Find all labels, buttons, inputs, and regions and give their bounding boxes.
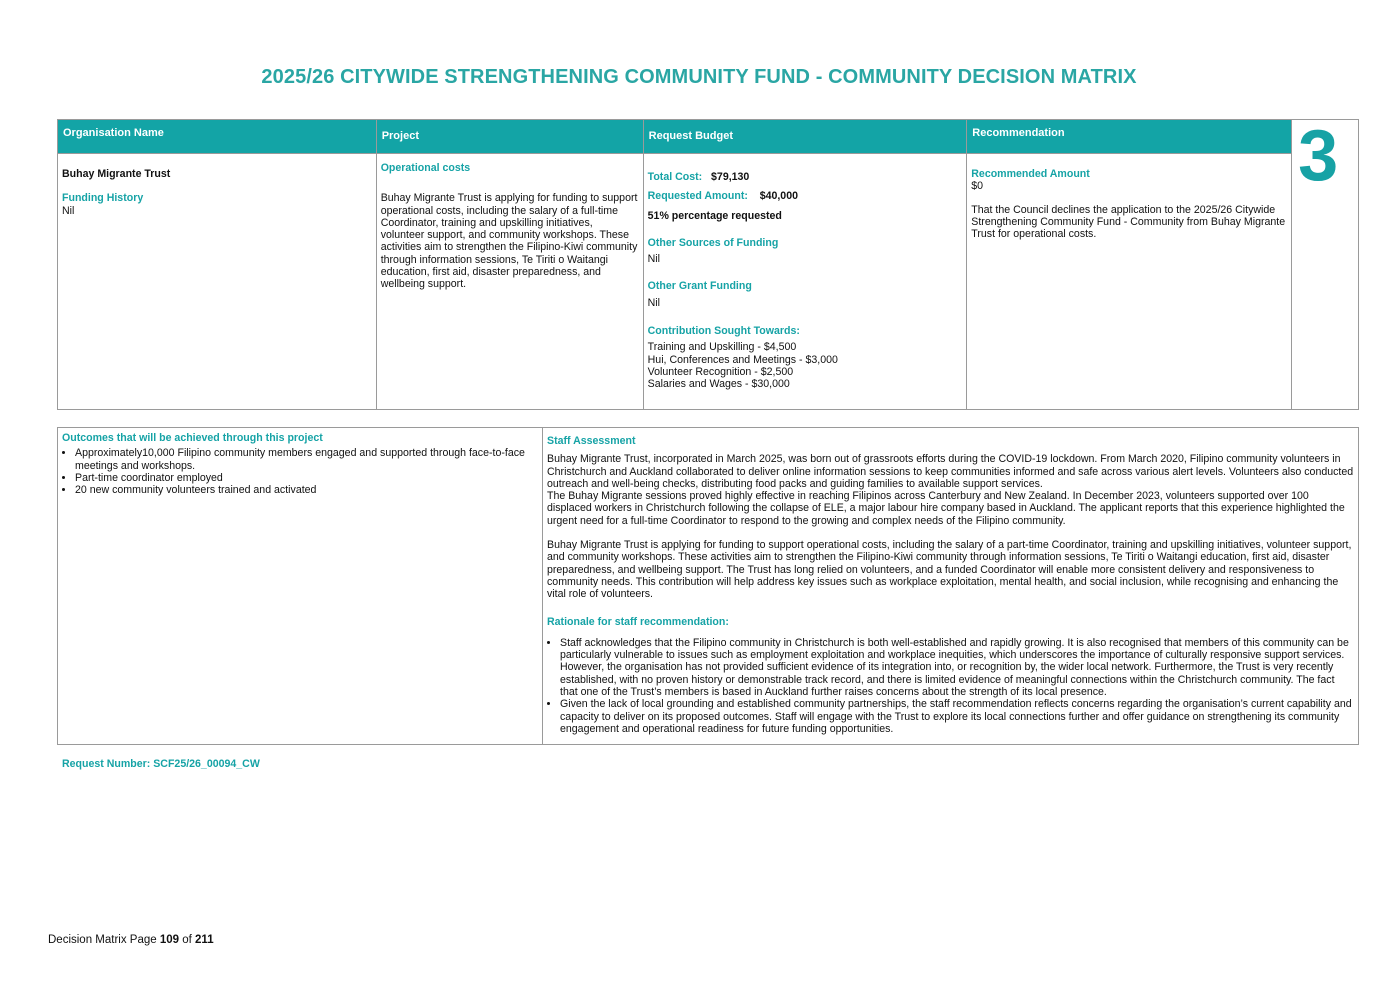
recommendation-text: That the Council declines the application to the 2025/26 Citywide Strengthening Community Fund - Community from Buhay Migrante Trust for operational costs. (971, 203, 1286, 241)
outcomes-list (62, 447, 538, 496)
contribution-item: Training and Upskilling - $4,500 (647, 341, 797, 354)
total-cost-value: $79,130 (711, 171, 750, 183)
recommendation-cell (967, 154, 1292, 410)
request-number: Request Number: SCF25/26_00094_CW (62, 758, 260, 770)
header-organisation-name: Organisation Name (58, 120, 377, 154)
organisation-name: Buhay Migrante Trust (62, 168, 171, 180)
assessment-paragraph: The Buhay Migrante sessions proved highly effective in reaching Filipinos across Canterbury and New Zealand. In December 2023, volunteers supported over 100 displaced workers in Christchurch following the collapse of ELE, a major labour hire company based in Auckland. The applicant reports that this experience highlighted the urgent need for a full-time Coordinator to respond to the growing and complex needs of the Filipino community. (547, 490, 1345, 527)
requested-amount-label: Requested Amount: (647, 190, 748, 203)
outcome-item: • Part-time coordinator employed (75, 472, 538, 484)
funding-history-value: Nil (62, 204, 75, 217)
project-cell (376, 154, 643, 410)
assessment-table (57, 427, 1359, 745)
other-sources-label: Other Sources of Funding (647, 236, 779, 249)
contribution-item: Salaries and Wages - $30,000 (647, 378, 790, 391)
other-grant-label: Other Grant Funding (647, 280, 752, 293)
outcome-item: • 20 new community volunteers trained and activated (75, 484, 538, 496)
outcome-item: • Approximately10,000 Filipino community members engaged and supported through face-to-face meetings and workshops. (75, 447, 538, 472)
footer-prefix: Decision Matrix Page (48, 934, 160, 946)
header-project: Project (376, 120, 643, 154)
staff-assessment-label: Staff Assessment (547, 435, 636, 447)
funding-history-label: Funding History (62, 192, 144, 205)
rationale-item: • Staff acknowledges that the Filipino community in Christchurch is both well-established and rapidly growing. It is also recognised that members of this community can be particularly vulnerable to issues such as employment exploitation and workplace inequities, which underscores the importance of culturally responsive support services. However, the organisation has not provided sufficient evidence of its integration into, or recognition by, the wider local network. Furthermore, the Trust is very recently established, with no proven history or demonstrable track record, and there is limited evidence of meaningful connections within the Christchurch community. The fact that one of the Trust’s members is based in Auckland further raises concerns about the strength of its local presence. (560, 637, 1354, 698)
assessment-paragraph: Buhay Migrante Trust, incorporated in March 2025, was born out of grassroots efforts during the COVID-19 lockdown. From March 2020, Filipino community volunteers in Christchurch and Auckland collaborated to deliver online information sessions to keep communities informed and safe across various alert levels. Volunteers also conducted outreach and well-being checks, distributing food packs and guiding families to available support services. (547, 453, 1354, 490)
organisation-cell (58, 154, 377, 410)
page-total: 211 (195, 934, 214, 946)
other-grant-value: Nil (647, 296, 661, 309)
project-description: Buhay Migrante Trust is applying for funding to support operational costs, including the salary of a full-time Coordinator, training and upskilling initiatives, volunteer support, and community workshops. These activities aim to strengthen the Filipino-Kiwi community through information sessions, Te Tiriti o Waitangi education, first aid, disaster preparedness, and wellbeing support. (380, 192, 638, 291)
requested-amount-value: $40,000 (759, 190, 798, 203)
contribution-item: Hui, Conferences and Meetings - $3,000 (647, 353, 838, 366)
budget-cell (643, 154, 967, 410)
page-number: 109 (159, 934, 180, 946)
header-request-budget: Request Budget (643, 120, 967, 154)
percentage-requested: 51% percentage requested (647, 209, 782, 222)
contribution-label: Contribution Sought Towards: (647, 325, 800, 338)
decision-matrix-table (57, 116, 1359, 410)
rationale-list (547, 637, 1354, 735)
page-title: 2025/26 CITYWIDE STRENGTHENING COMMUNITY FUND - COMMUNITY DECISION MATRIX (261, 66, 1137, 88)
footer-of: of (179, 934, 196, 946)
page-footer (48, 934, 214, 946)
outcomes-label: Outcomes that will be achieved through this project (62, 432, 323, 444)
assessment-paragraph: Buhay Migrante Trust is applying for funding to support operational costs, including the salary of a part-time Coordinator, training and upskilling initiatives, volunteer support, and community workshops. These activities aim to strengthen the Filipino-Kiwi community through information sessions, Te Tiriti o Waitangi education, first aid, disaster preparedness, and wellbeing support. The Trust has long relied on volunteers, and a funded Coordinator will enable more consistent delivery and responsiveness to community needs. This contribution will help address key issues such as workplace exploitation, mental health, and social inclusion, while recognising and enhancing the vital role of volunteers. (547, 539, 1352, 601)
recommended-amount-value: $0 (971, 180, 984, 193)
contribution-item: Volunteer Recognition - $2,500 (647, 365, 794, 378)
total-cost-label: Total Cost: (647, 171, 703, 183)
priority-number: 3 (1292, 120, 1359, 410)
rationale-label: Rationale for staff recommendation: (547, 615, 729, 628)
rationale-item: • Given the lack of local grounding and established community partnerships, the staff recommendation reflects concerns regarding the organisation’s current capability and capacity to deliver on its proposed outcomes. Staff will engage with the Trust to explore its local connections further and offer guidance on strengthening its community engagement and operational readiness for future funding opportunities. (560, 698, 1354, 735)
outcomes-cell (58, 428, 543, 745)
project-title: Operational costs (380, 162, 471, 174)
recommended-amount-label: Recommended Amount (971, 168, 1090, 180)
header-recommendation: Recommendation (967, 120, 1292, 154)
staff-assessment-cell (543, 428, 1359, 745)
other-sources-value: Nil (647, 253, 661, 266)
